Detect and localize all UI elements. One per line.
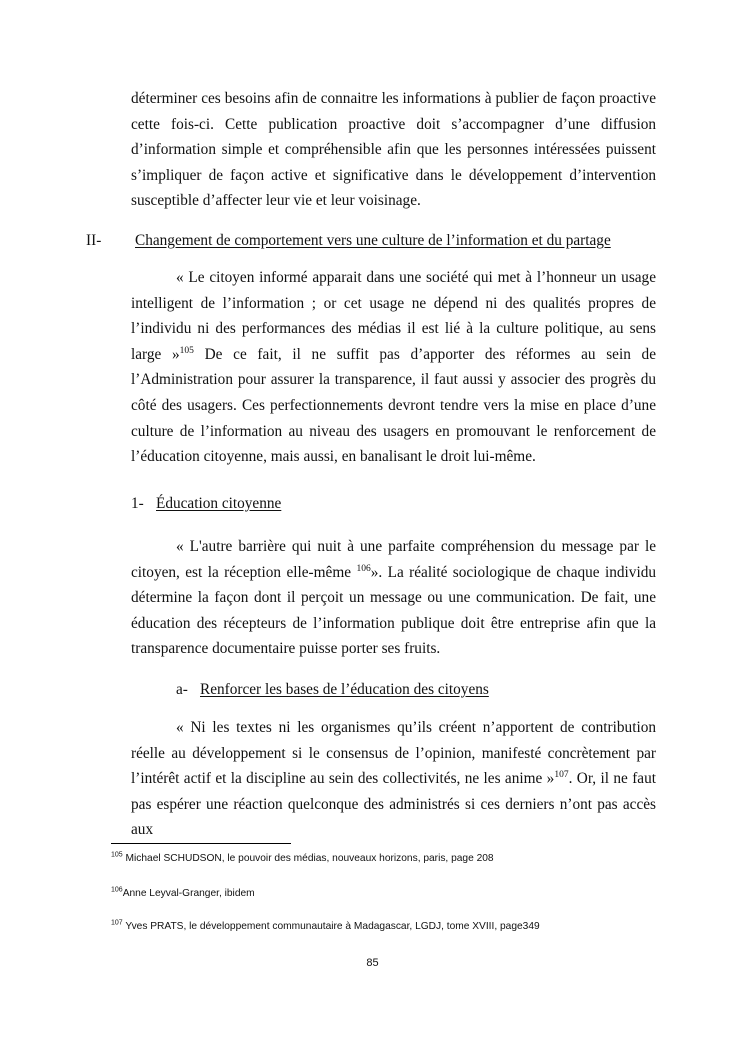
- footnote-ref[interactable]: 107: [554, 770, 569, 781]
- footnote-ref[interactable]: 106: [356, 563, 371, 574]
- intro-paragraph: déterminer ces besoins afin de connaitre les informations à publier de façon proactive cette fois-ci. Cette publication proactive doit s’accompagner d’une diffusion d’information simple et compréhensible afin que les personnes intéressées puissent s’impliquer de façon active et significative dans le développement d’intervention susceptible d’affecter leur vie et leur voisinage.: [131, 90, 656, 210]
- footnote: $^{105}$ Michael SCHUDSON, le pouvoir des médias, nouveaux horizons, paris, page 208: [111, 851, 494, 864]
- subsection-number: 1-: [131, 495, 144, 512]
- subsection-title: Éducation citoyenne: [156, 495, 282, 512]
- subsubsection-number: a-: [176, 681, 188, 698]
- footnote-separator: [111, 843, 291, 844]
- section-paragraph: « Le citoyen informé apparait dans une société qui met à l’honneur un usage intelligent de l’information ; or cet usage ne dépend ni des qualités propres de l’individu ni des performances des médias il est lié à la culture politique, au sens large »$^{105}$ De ce fait, il ne suffit pas d’apporter des réformes au sein de l’Administration pour assurer la transparence, il faut aussi y associer des progrès du côté des usagers. Ces perfectionnements devront tendre vers la mise en place d’une culture de l’information au niveau des usagers en promouvant le renforcement de l’éducation citoyenne, mais aussi, en banalisant le droit lui-même.: [131, 269, 656, 466]
- footnote-ref[interactable]: 105: [179, 345, 194, 356]
- section-title: Changement de comportement vers une culture de l’information et du partage: [135, 232, 611, 249]
- subsection-paragraph: « L'autre barrière qui nuit à une parfaite compréhension du message par le citoyen, est la réception elle-même $^{106}$». La réalité sociologique de chaque individu détermine la façon dont il perçoit un message ou une communication. De fait, une éducation des récepteurs de l’information publique doit être entreprise afin que la transparence documentaire puisse porter ses fruits.: [131, 538, 656, 658]
- subsubsection-title: Renforcer les bases de l’éducation des citoyens: [200, 681, 489, 698]
- footnote: $^{106}$Anne Leyval-Granger, ibidem: [111, 886, 255, 899]
- page-number: 85: [366, 957, 379, 969]
- footnote: $^{107}$ Yves PRATS, le développement communautaire à Madagascar, LGDJ, tome XVIII, page349: [111, 919, 540, 932]
- section-number: II-: [86, 232, 102, 249]
- subsubsection-paragraph: « Ni les textes ni les organismes qu’ils créent n’apportent de contribution réelle au développement si le consensus de l’opinion, manifesté concrètement par l’intérêt actif et la discipline au sein des collectivités, ne les anime »$^{107}$. Or, il ne faut pas espérer une réaction quelconque des administrés si ces derniers n’ont pas accès aux: [131, 719, 656, 839]
